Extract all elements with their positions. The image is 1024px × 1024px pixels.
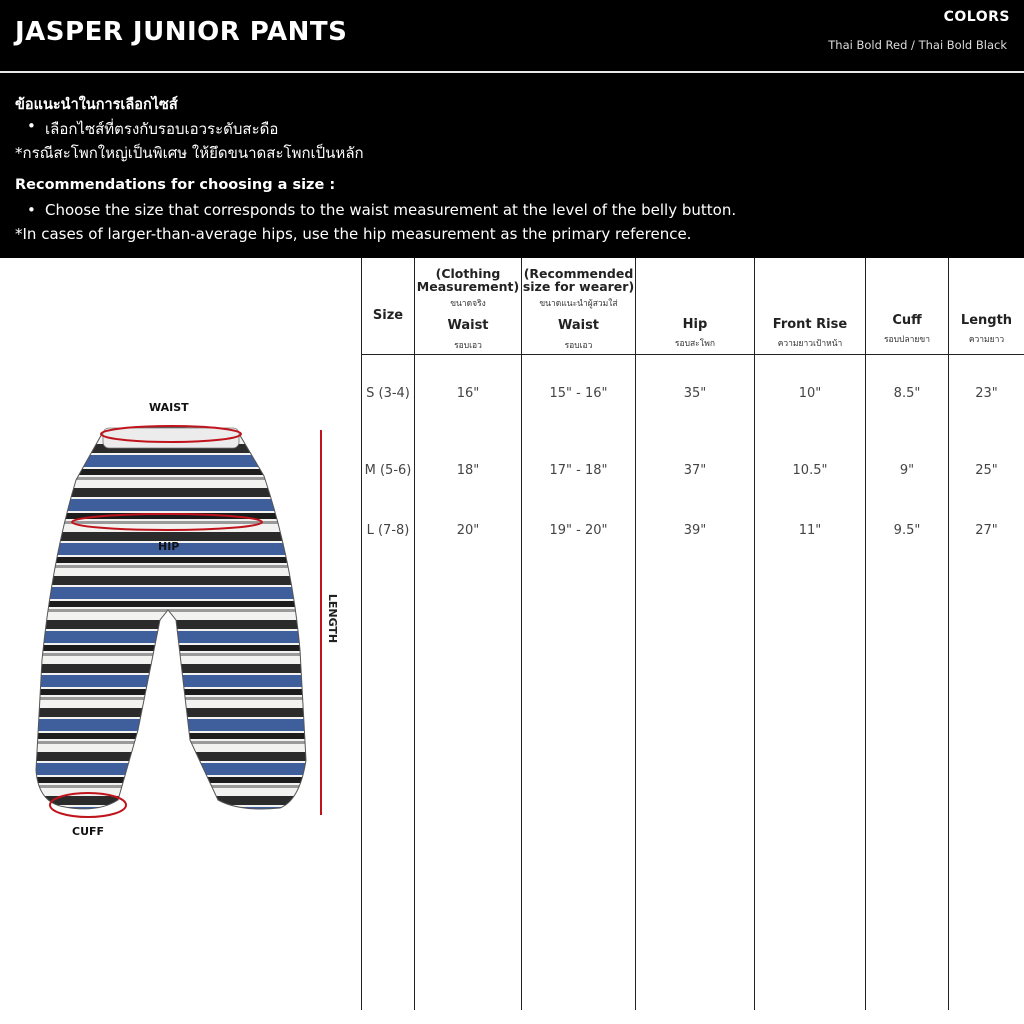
cell-size: L (7-8) xyxy=(366,523,410,538)
pants-image xyxy=(0,400,360,880)
cell-length: 25" xyxy=(975,463,998,478)
product-title: JASPER JUNIOR PANTS xyxy=(15,17,348,47)
cell-length: 27" xyxy=(975,523,998,538)
en-recommendation-note: *In cases of larger-than-average hips, use the hip measurement as the primary reference. xyxy=(15,225,692,243)
thai-recommendation-heading: ข้อแนะนำในการเลือกไซส์ xyxy=(15,97,178,113)
table-divider xyxy=(948,258,949,1010)
header-divider xyxy=(0,71,1024,73)
header-front-rise: Front Rise ความยาวเป้าหน้า xyxy=(772,317,848,349)
cell-cuff: 9.5" xyxy=(893,523,921,538)
header-band xyxy=(0,0,1024,258)
waist-label: WAIST xyxy=(149,401,189,414)
cell-waist: 16" xyxy=(456,386,480,401)
header-clothing-waist: (Clothing Measurement) ขนาดจริง Waist รอบเอว xyxy=(416,266,520,351)
cell-recommended-waist: 17" - 18" xyxy=(549,463,608,478)
header-hip: Hip รอบสะโพก xyxy=(674,317,716,349)
colors-value: Thai Bold Red / Thai Bold Black xyxy=(828,38,1007,52)
cell-cuff: 8.5" xyxy=(893,386,921,401)
table-divider xyxy=(414,258,415,1010)
cell-recommended-waist: 19" - 20" xyxy=(549,523,608,538)
cell-hip: 39" xyxy=(683,523,707,538)
cell-waist: 20" xyxy=(456,523,480,538)
cell-hip: 37" xyxy=(683,463,707,478)
header-cuff: Cuff รอบปลายขา xyxy=(883,313,930,345)
en-recommendation-bullet: • Choose the size that corresponds to the waist measurement at the level of the belly button. xyxy=(27,201,736,219)
table-divider xyxy=(635,258,636,1010)
table-divider xyxy=(754,258,755,1010)
cell-front-rise: 11" xyxy=(798,523,822,538)
cell-front-rise: 10.5" xyxy=(792,463,828,478)
length-label: LENGTH xyxy=(326,593,340,644)
cell-front-rise: 10" xyxy=(798,386,822,401)
cell-size: M (5-6) xyxy=(364,463,412,478)
table-divider xyxy=(865,258,866,1010)
cell-hip: 35" xyxy=(683,386,707,401)
header-recommended-waist: (Recommended size for wearer) ขนาดแนะนำผู้สวมใส่ Waist รอบเอว xyxy=(522,266,635,351)
cuff-label: CUFF xyxy=(72,825,105,838)
table-header-divider xyxy=(361,354,1024,355)
header-size: Size xyxy=(372,308,404,323)
cell-size: S (3-4) xyxy=(366,386,410,401)
cell-cuff: 9" xyxy=(899,463,915,478)
hip-label: HIP xyxy=(158,540,180,553)
cell-length: 23" xyxy=(975,386,998,401)
cell-waist: 18" xyxy=(456,463,480,478)
table-border xyxy=(361,258,362,1010)
table-divider xyxy=(521,258,522,1010)
thai-recommendation-bullet: • เลือกไซส์ที่ตรงกับรอบเอวระดับสะดือ xyxy=(27,117,278,141)
thai-recommendation-note: *กรณีสะโพกใหญ่เป็นพิเศษ ให้ยึดขนาดสะโพกเป็นหลัก xyxy=(15,144,364,162)
en-recommendation-heading: Recommendations for choosing a size : xyxy=(15,177,336,193)
colors-label: COLORS xyxy=(943,9,1010,25)
cell-recommended-waist: 15" - 16" xyxy=(549,386,608,401)
header-length: Length ความยาว xyxy=(960,313,1013,345)
